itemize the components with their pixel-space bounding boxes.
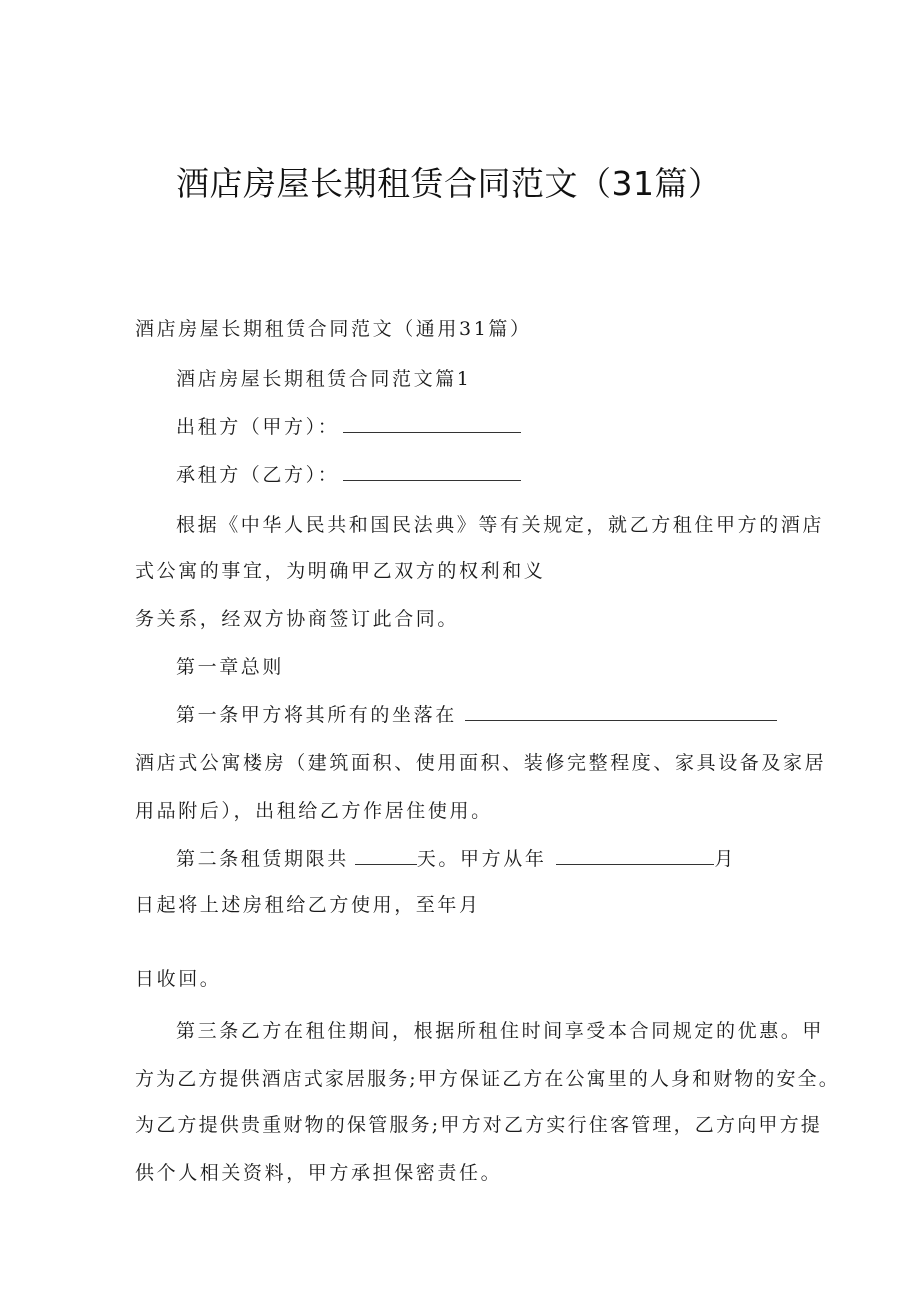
lessor-line [176,414,521,440]
days-blank [355,846,417,865]
preamble-line-1: 根据《中华人民共和国民法典》等有关规定，就乙方租住甲方的酒店 [176,514,825,536]
lessor-blank [343,414,521,433]
lessee-line [176,462,521,488]
article-1-line-1 [176,702,777,728]
article-2-prefix: 第二条租赁期限共 [176,848,349,870]
article-3-line-4: 供个人相关资料，甲方承担保密责任。 [135,1162,503,1184]
preamble-line-2: 式公寓的事宜，为明确甲乙双方的权利和义 [135,560,546,582]
start-date-blank [556,846,714,865]
article-1-line-2: 酒店式公寓楼房（建筑面积、使用面积、装修完整程度、家具设备及家居 [135,752,827,774]
article-2-mid: 天。甲方从年 [416,848,547,870]
lessee-blank [343,462,521,481]
lessor-label: 出租方（甲方）： [176,416,340,438]
subtitle: 酒店房屋长期租赁合同范文（通用31篇） [135,318,532,340]
contract-heading: 酒店房屋长期租赁合同范文篇1 [176,368,472,390]
article-2-suffix: 月 [714,848,737,870]
article-1-line-3: 用品附后），出租给乙方作居住使用。 [135,800,493,822]
article-1-prefix: 第一条甲方将其所有的坐落在 [176,704,457,726]
article-3-line-2: 方为乙方提供酒店式家居服务;甲方保证乙方在公寓里的人身和财物的安全。 [135,1068,840,1090]
chapter-heading: 第一章总则 [176,656,285,678]
article-3-line-1: 第三条乙方在租住期间，根据所租住时间享受本合同规定的优惠。甲 [176,1020,825,1042]
location-blank [465,702,777,721]
preamble-line-3: 务关系，经双方协商签订此合同。 [135,608,460,630]
article-2-line-2: 日起将上述房租给乙方使用，至年月 [135,894,481,916]
article-3-line-3: 为乙方提供贵重财物的保管服务;甲方对乙方实行住客管理，乙方向甲方提 [135,1114,823,1136]
document-title: 酒店房屋长期租赁合同范文（31篇） [176,164,722,203]
article-2-line-1 [176,846,736,872]
lessee-label: 承租方（乙方）： [176,464,340,486]
article-2-line-3: 日收回。 [135,968,222,990]
